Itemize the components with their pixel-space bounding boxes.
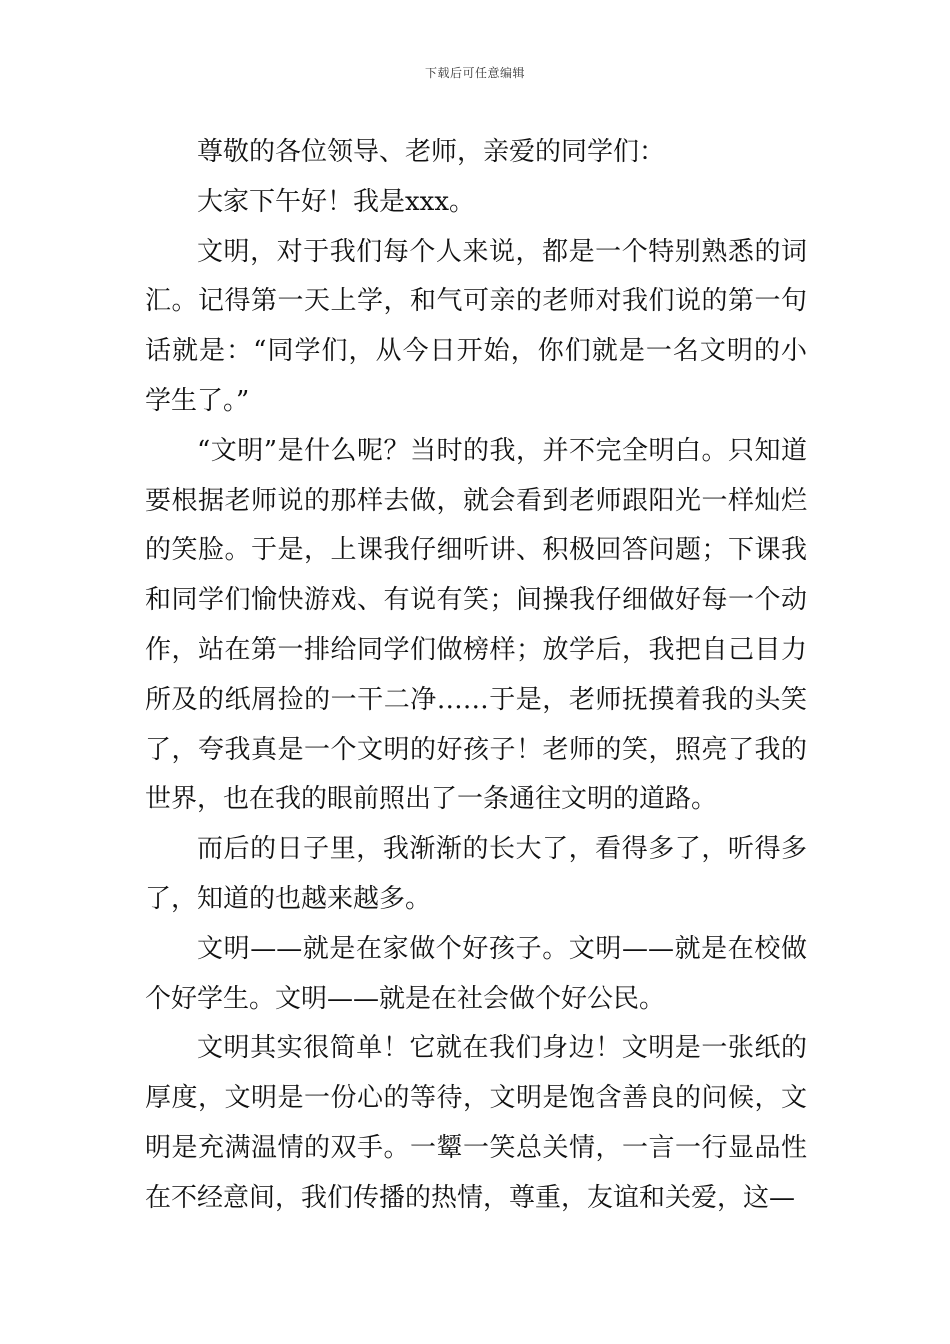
paragraph: 而后的日子里，我渐渐的长大了，看得多了，听得多了，知道的也越来越多。 xyxy=(145,834,807,914)
paragraph: 文明——就是在家做个好孩子。文明——就是在校做个好学生。文明——就是在社会做个好公民。 xyxy=(145,933,807,1014)
paragraph-salutation: 尊敬的各位领导、老师，亲爱的同学们： xyxy=(197,137,666,167)
document-body xyxy=(145,128,807,1224)
paragraph: 文明，对于我们每个人来说，都是一个特别熟悉的词汇。记得第一天上学，和气可亲的老师对我们说的第一句话就是：“同学们，从今日开始，你们就是一名文明的小学生了。” xyxy=(145,236,807,416)
paragraph: “文明”是什么呢？当时的我，并不完全明白。只知道要根据老师说的那样去做，就会看到老师跟阳光一样灿烂的笑脸。于是，上课我仔细听讲、积极回答问题；下课我和同学们愉快游戏、有说有笑；间操我仔细做好每一个动作，站在第一排给同学们做榜样；放学后，我把自己目力所及的纸屑捡的一干二净……于是，老师抚摸着我的头笑了，夸我真是一个文明的好孩子！老师的笑，照亮了我的世界，也在我的眼前照出了一条通往文明的道路。 xyxy=(145,435,807,815)
header-note: 下载后可任意编辑 xyxy=(424,66,525,80)
paragraph-greeting: 大家下午好！我是xxx。 xyxy=(197,186,475,217)
paragraph: 文明其实很简单！它就在我们身边！文明是一张纸的厚度，文明是一份心的等待，文明是饱含善良的问候，文明是充满温情的双手。一颦一笑总关情，一言一行显品性在不经意间，我们传播的热情，尊重，友谊和关爱，这— xyxy=(145,1033,807,1213)
